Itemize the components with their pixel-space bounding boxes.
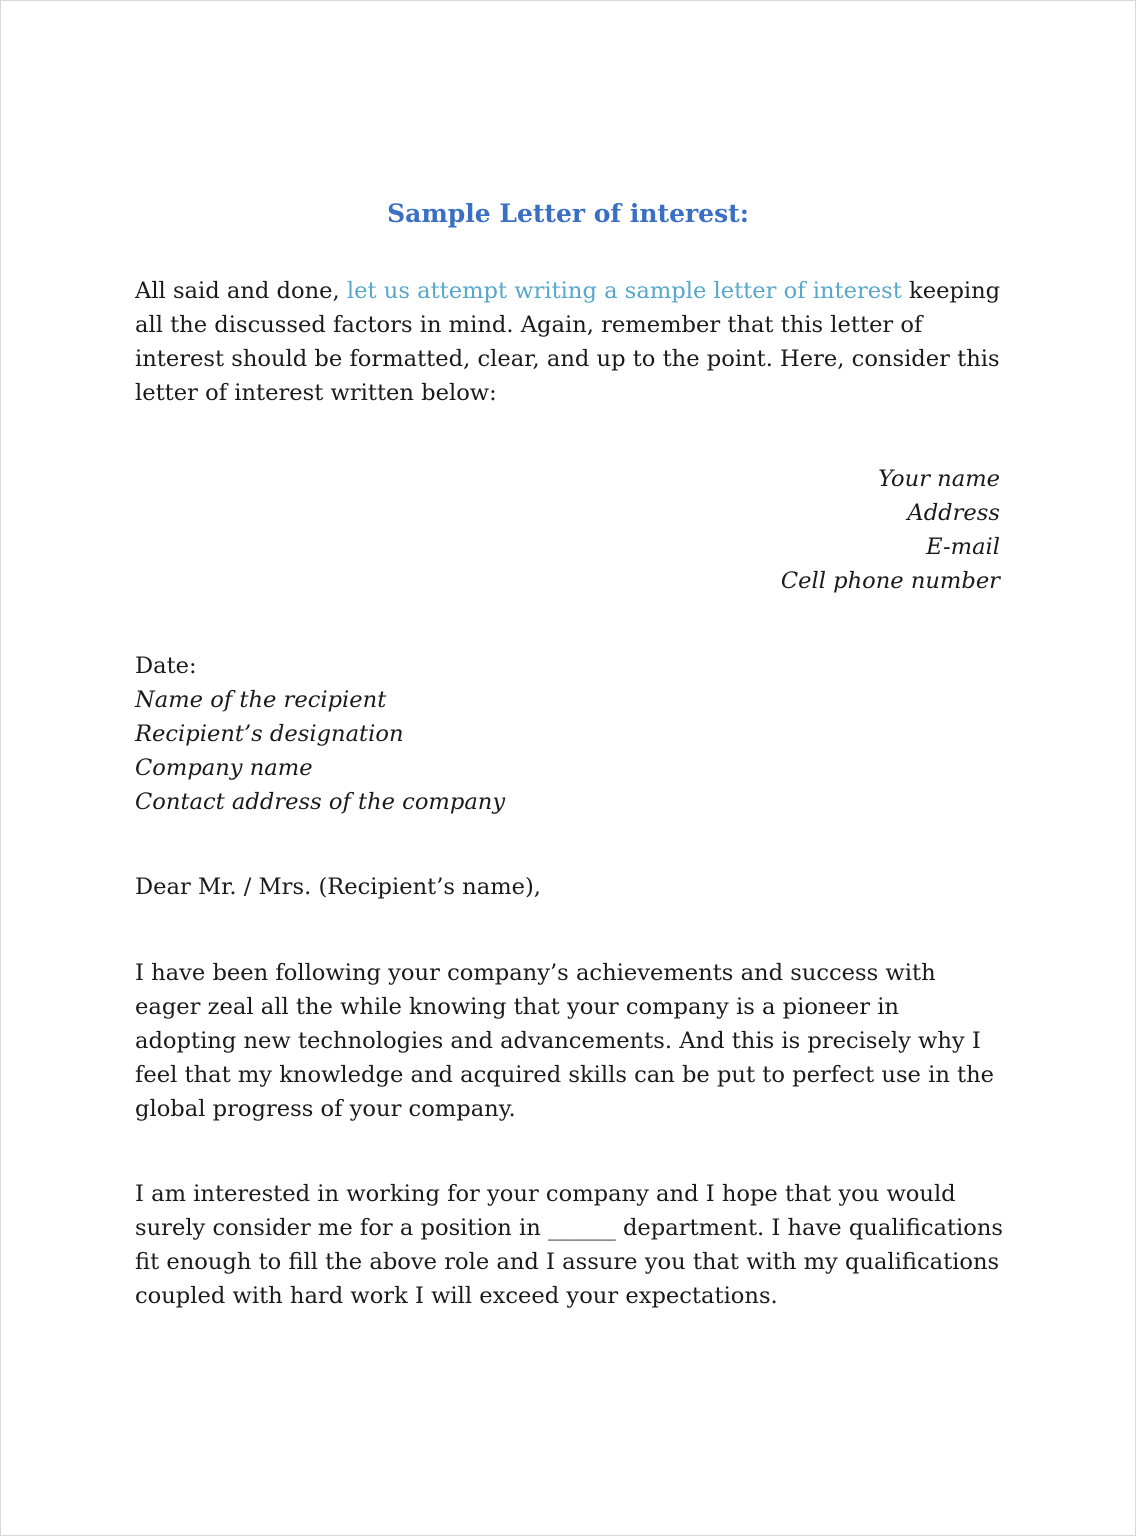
recipient-block <box>135 649 505 819</box>
sender-email: E-mail <box>926 534 1000 560</box>
sender-address: Address <box>907 500 1000 526</box>
body-paragraph-2: I am interested in working for your company and I hope that you would surely consider me for a position in ______ department. I have qualifications fit enough to fill the above role and I assure you that with my qualifications coupled with hard work I will exceed your expectations. <box>135 1181 1004 1309</box>
intro-text-before: All said and done, <box>135 278 347 304</box>
sender-block <box>781 462 1000 598</box>
recipient-company: Company name <box>135 755 313 781</box>
sample-letter-link[interactable]: let us attempt writing a sample letter of interest <box>346 278 902 304</box>
sender-name: Your name <box>878 466 1000 492</box>
intro-text-after: keeping all the discussed factors in mind. Again, remember that this letter of interest should be formatted, clear, and up to the point. Here, consider this letter of interest written below: <box>135 278 1001 406</box>
recipient-name: Name of the recipient <box>135 687 387 713</box>
page-title: Sample Letter of interest: <box>387 199 749 228</box>
body-paragraph-1: I have been following your company’s achievements and success with eager zeal all the while knowing that your company is a pioneer in adopting new technologies and advancements. And this is precisely why I feel that my knowledge and acquired skills can be put to perfect use in the global progress of your company. <box>135 960 995 1122</box>
greeting: Dear Mr. / Mrs. (Recipient’s name), <box>135 874 541 900</box>
sender-phone: Cell phone number <box>780 568 1000 594</box>
date-label: Date: <box>135 653 197 679</box>
recipient-address: Contact address of the company <box>135 789 506 815</box>
intro-paragraph <box>135 274 1005 410</box>
recipient-designation: Recipient’s designation <box>135 721 404 747</box>
